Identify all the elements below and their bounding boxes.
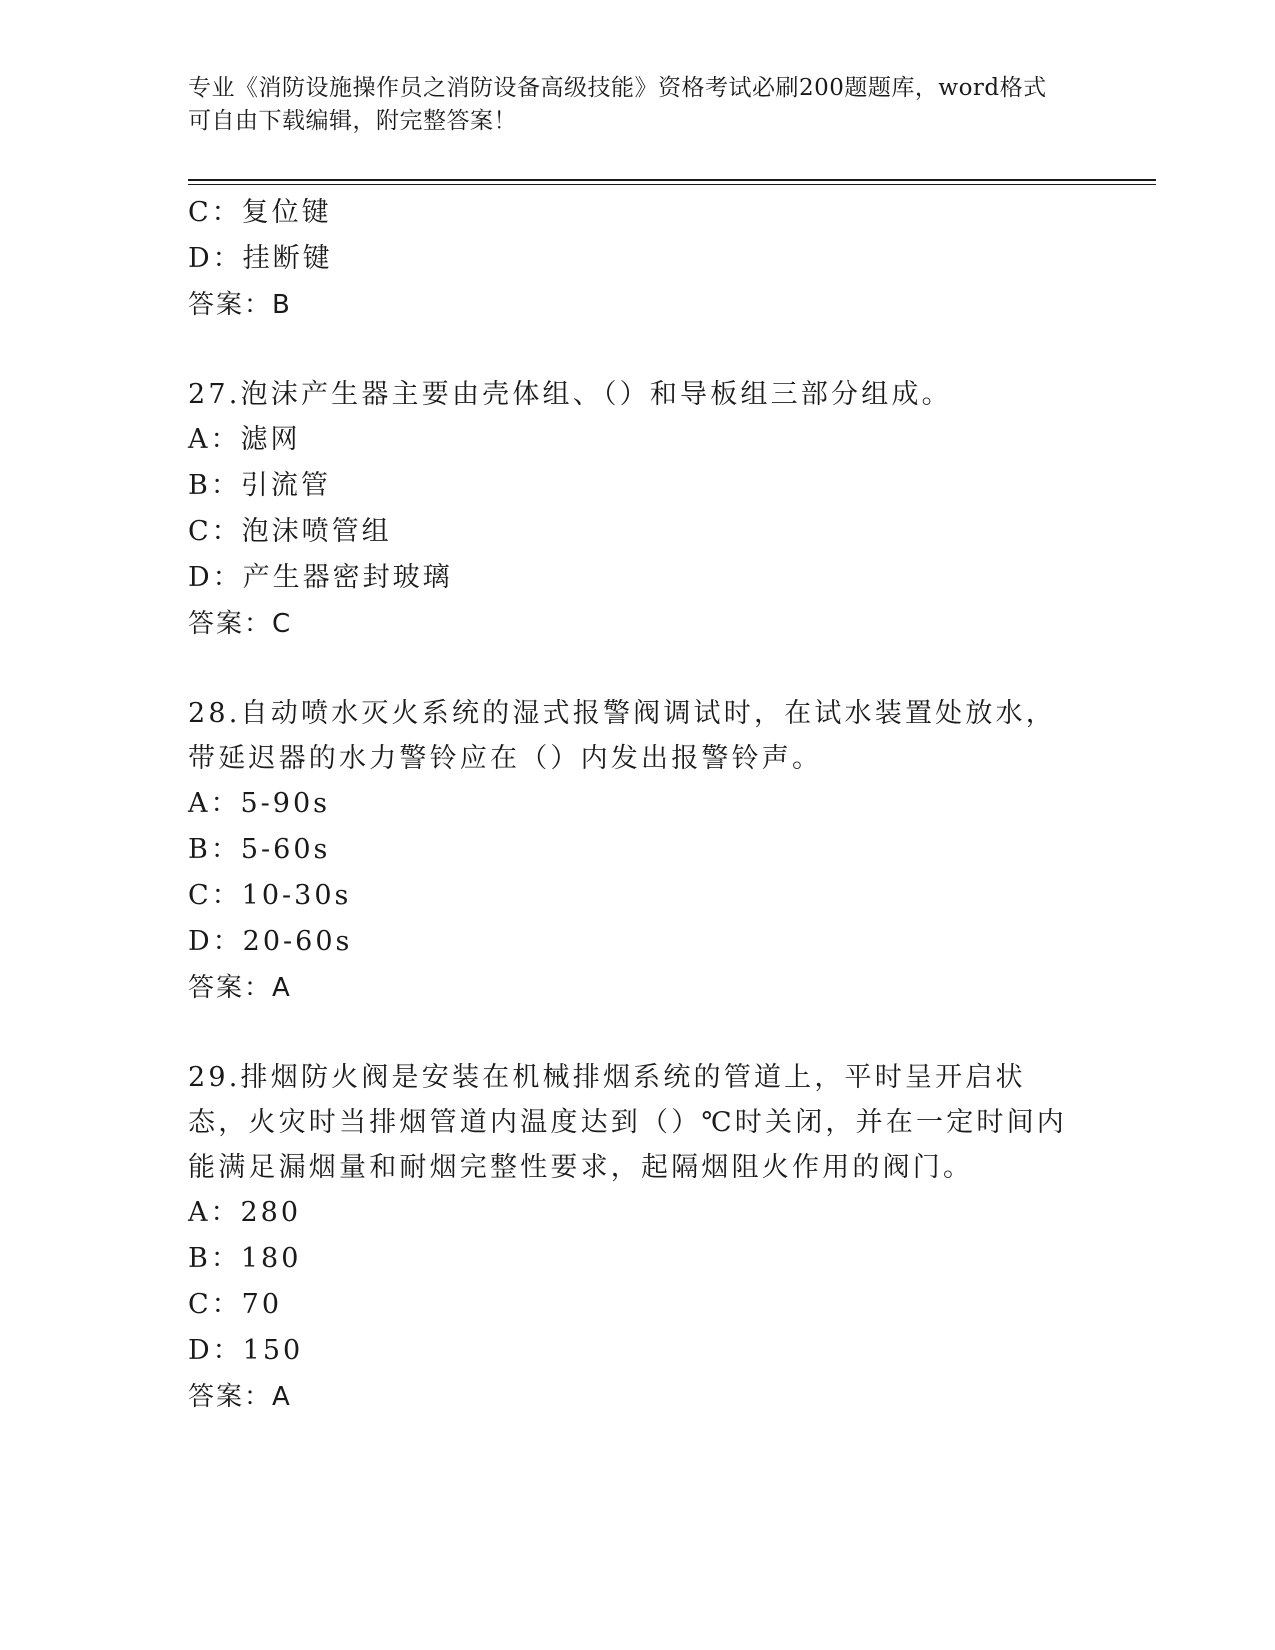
option-a: A：280 [188,1197,302,1228]
question-stem: 28.自动喷水灭火系统的湿式报警阀调试时，在试水装置处放水，带延迟器的水力警铃应在（）内发出报警铃声。 [188,698,1056,774]
option-a: A：5-90s [188,788,331,819]
option-d: D：20-60s [188,926,353,957]
question-stem: 27.泡沫产生器主要由壳体组、（）和导板组三部分组成。 [188,379,952,410]
question-list [188,190,1088,1420]
page-header: 专业《消防设施操作员之消防设备高级技能》资格考试必刷200题题库，word格式可自由下载编辑，附完整答案！ [188,75,1047,134]
answer: 答案：A [188,973,292,1003]
option-d: D：150 [188,1335,304,1366]
option-d: D：产生器密封玻璃 [188,562,453,593]
answer: 答案：C [188,609,293,639]
option-b: B：180 [188,1243,302,1274]
answer: 答案：B [188,290,292,320]
option-b: B：引流管 [188,470,331,501]
option-b: B：5-60s [188,834,331,865]
question-29 [188,1055,1088,1420]
option-c: C：复位键 [188,197,332,228]
question-fragment [188,190,1088,328]
option-c: C：10-30s [188,880,352,911]
answer: 答案：A [188,1382,292,1412]
option-c: C：泡沫喷管组 [188,516,392,547]
question-28 [188,691,1088,1011]
header-rule-thin [188,184,1156,185]
option-a: A：滤网 [188,424,301,455]
question-27 [188,372,1088,647]
header-rule-thick [188,179,1156,181]
option-c: C：70 [188,1289,283,1320]
question-stem: 29.排烟防火阀是安装在机械排烟系统的管道上，平时呈开启状态，火灾时当排烟管道内温度达到（）℃时关闭，并在一定时间内能满足漏烟量和耐烟完整性要求，起隔烟阻火作用的阀门。 [188,1062,1068,1183]
option-d: D：挂断键 [188,243,333,274]
